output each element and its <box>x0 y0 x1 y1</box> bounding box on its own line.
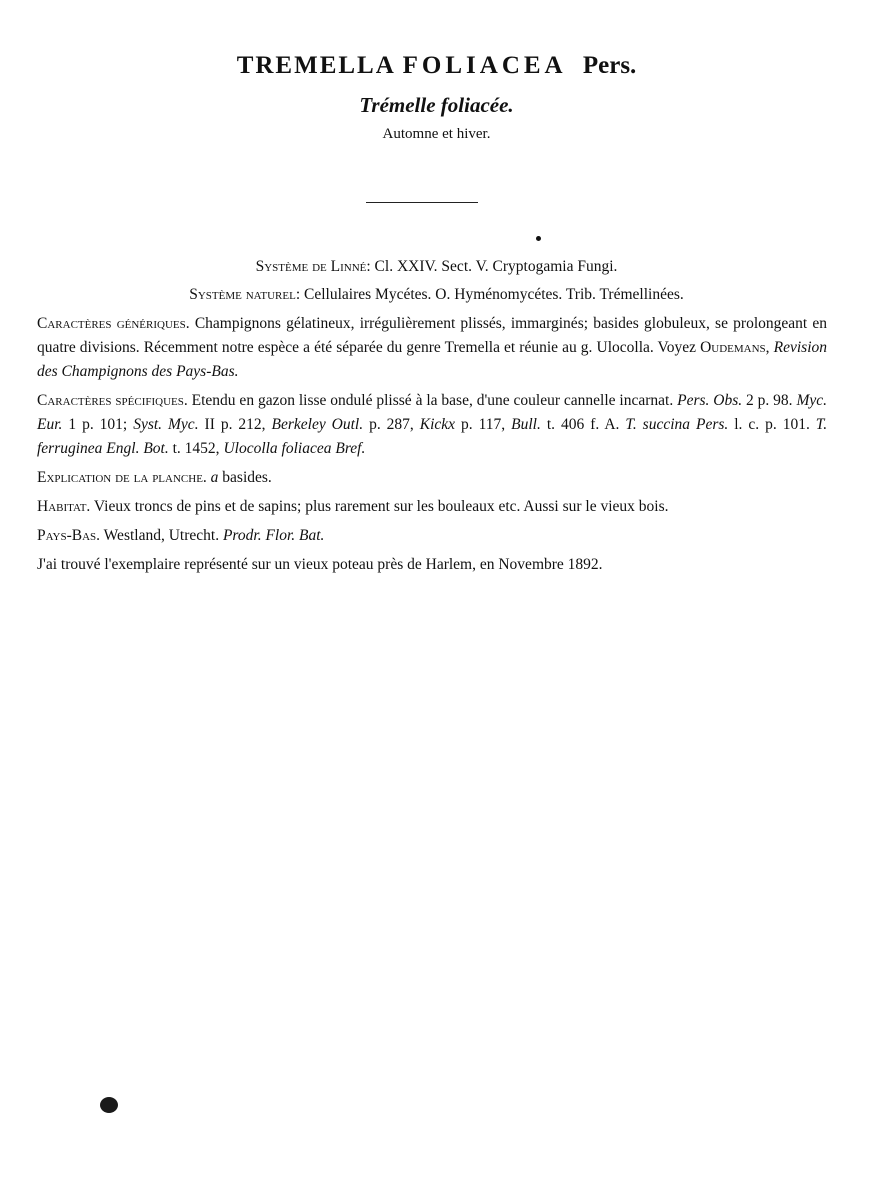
ref-myc-eur-page: 1 p. 101; <box>68 416 128 433</box>
linne-system-line <box>0 258 873 276</box>
collector-note-paragraph <box>37 553 827 577</box>
ink-blot <box>100 1097 118 1113</box>
ref-t-succina-page: l. c. p. 101. <box>734 416 810 433</box>
ref-pers-obs: Pers. Obs. <box>677 392 743 409</box>
habitat-label: Habitat. <box>37 498 91 515</box>
season-note: Automne et hiver. <box>382 126 491 142</box>
generic-characters-paragraph: Caractères génériques. Champignons gélatineux, irrégulièrement plissés, immarginés; basides globuleux, se prolongeant en quatre divisions. Récemment notre espèce a été séparée du genre Tremella et réunie au g. Ulocolla. Voyez Oudemans, Revision des Champignons des Pays-Bas. <box>37 315 827 380</box>
naturel-label: Système naturel: <box>189 286 301 303</box>
ref-t-ferruginea-page: t. 1452, <box>172 440 220 457</box>
species-name: FOLIACEA <box>402 52 567 79</box>
plate-explanation-paragraph <box>37 466 827 490</box>
paysbas-text: Westland, Utrecht. <box>103 527 220 544</box>
generic-label: Caractères génériques. <box>37 315 190 332</box>
natural-system-line <box>0 286 873 304</box>
ref-t-ferruginea: T. ferruginea Engl. Bot. <box>37 416 828 457</box>
french-name: Trémelle foliacée. <box>359 93 514 117</box>
ref-pers-obs-page: 2 p. 98. <box>746 392 793 409</box>
explication-label: Explication de la planche. <box>37 469 207 486</box>
ref-berkeley-page: p. 287, <box>369 416 414 433</box>
generic-text: Champignons gélatineux, irrégulièrement plissés, immarginés; basides globuleux, se prolongeant en quatre divisions. Récemment notre espèce a été séparée du genre Tremella et réunie au g. Ulocolla. Voyez <box>37 315 827 356</box>
oudemans-ref: Oudemans <box>700 339 766 356</box>
ref-bull: Bull. <box>511 416 541 433</box>
ref-t-succina: T. succina Pers. <box>625 416 729 433</box>
divider-rule <box>366 202 478 203</box>
ref-kickx: Kickx <box>419 416 456 433</box>
specific-characters-paragraph <box>37 389 827 461</box>
revision-title: Revision des Champignons des Pays-Bas. <box>37 339 827 380</box>
specific-text: Etendu en gazon lisse ondulé plissé à la base, d'une couleur cannelle incarnat. <box>191 392 674 409</box>
ref-kickx-page: p. 117, <box>461 416 506 433</box>
naturel-text: Cellulaires Mycétes. O. Hyménomycétes. Trib. Trémellinées. <box>304 286 684 303</box>
paysbas-ref: Prodr. Flor. Bat. <box>222 527 325 544</box>
species-title <box>0 52 873 80</box>
ref-berkeley: Berkeley Outl. <box>271 416 364 433</box>
ref-ulocolla: Ulocolla foliacea Bref. <box>223 440 366 457</box>
description-body <box>37 312 827 577</box>
habitat-text: Vieux troncs de pins et de sapins; plus rarement sur les bouleaux etc. Aussi sur le vieux bois. <box>93 498 669 515</box>
linne-text: Cl. XXIV. Sect. V. Cryptogamia Fungi. <box>374 258 618 275</box>
genus-name: TREMELLA <box>236 52 395 79</box>
ref-myc-eur: Myc. Eur. <box>37 392 827 433</box>
specific-label: Caractères spécifiques. <box>37 392 188 409</box>
ink-dot <box>536 236 541 241</box>
ref-bull-page: t. 406 f. A. <box>546 416 620 433</box>
netherlands-paragraph <box>37 524 827 548</box>
linne-label: Système de Linné: <box>255 258 371 275</box>
ref-syst-myc: Syst. Myc. <box>133 416 199 433</box>
author-abbrev: Pers. <box>582 52 637 79</box>
explication-text: basides. <box>222 469 272 486</box>
habitat-paragraph <box>37 495 827 519</box>
ref-syst-myc-page: II p. 212, <box>204 416 266 433</box>
collector-note-text: J'ai trouvé l'exemplaire représenté sur un vieux poteau près de Harlem, en Novembre 1892. <box>37 556 603 573</box>
explication-letter: a <box>210 469 219 486</box>
paysbas-label: Pays-Bas. <box>37 527 101 544</box>
